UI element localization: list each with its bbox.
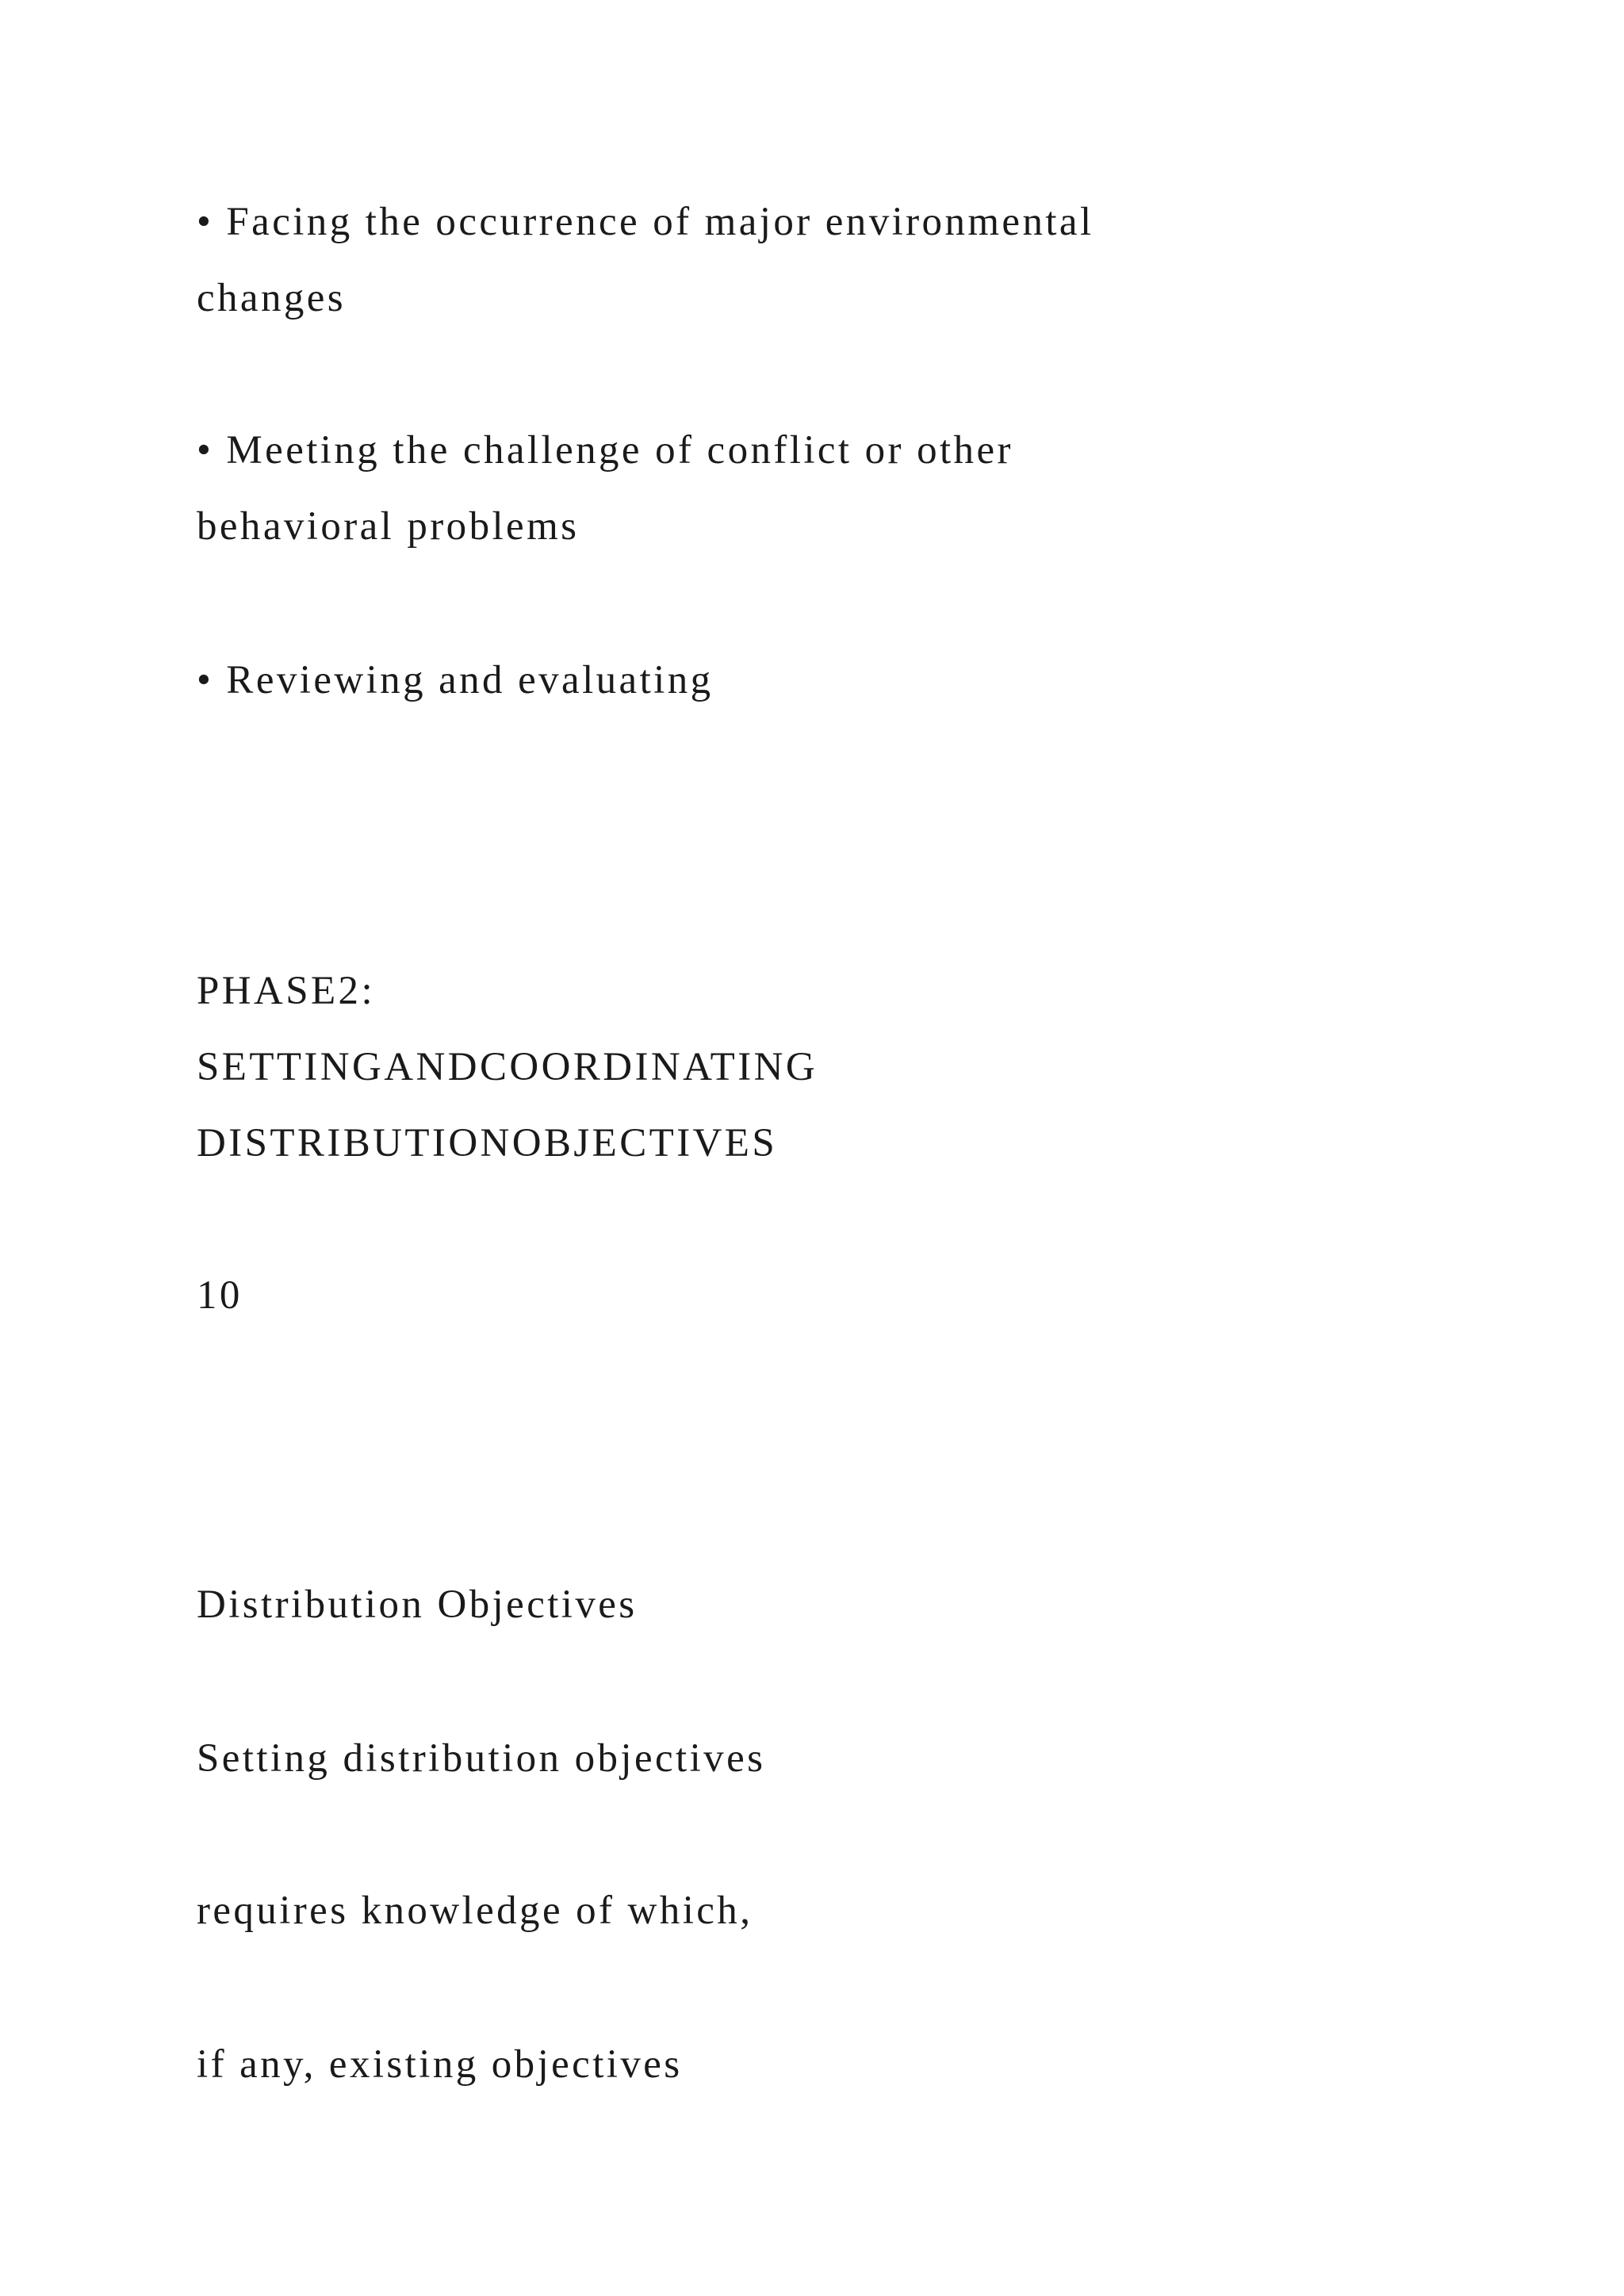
bullet-item-2-line-1: • Meeting the challenge of conflict or other: [197, 428, 1013, 473]
bullet-item-3-line-1: • Reviewing and evaluating: [197, 658, 714, 702]
phase-heading-line-1: PHASE2:: [197, 969, 376, 1013]
phase-heading-line-3: DISTRIBUTIONOBJECTIVES: [197, 1121, 778, 1165]
bullet-item-1-line-1: • Facing the occurrence of major environmental: [197, 200, 1094, 244]
section-title: Distribution Objectives: [197, 1582, 638, 1627]
slide-number: 10: [197, 1273, 243, 1318]
phase-heading-line-2: SETTINGANDCOORDINATING: [197, 1045, 818, 1089]
bullet-item-1-line-2: changes: [197, 276, 347, 320]
paragraph-line-3: if any, existing objectives: [197, 2042, 683, 2087]
paragraph-line-2: requires knowledge of which,: [197, 1888, 753, 1933]
paragraph-line-1: Setting distribution objectives: [197, 1736, 766, 1781]
bullet-item-2-line-2: behavioral problems: [197, 504, 580, 549]
